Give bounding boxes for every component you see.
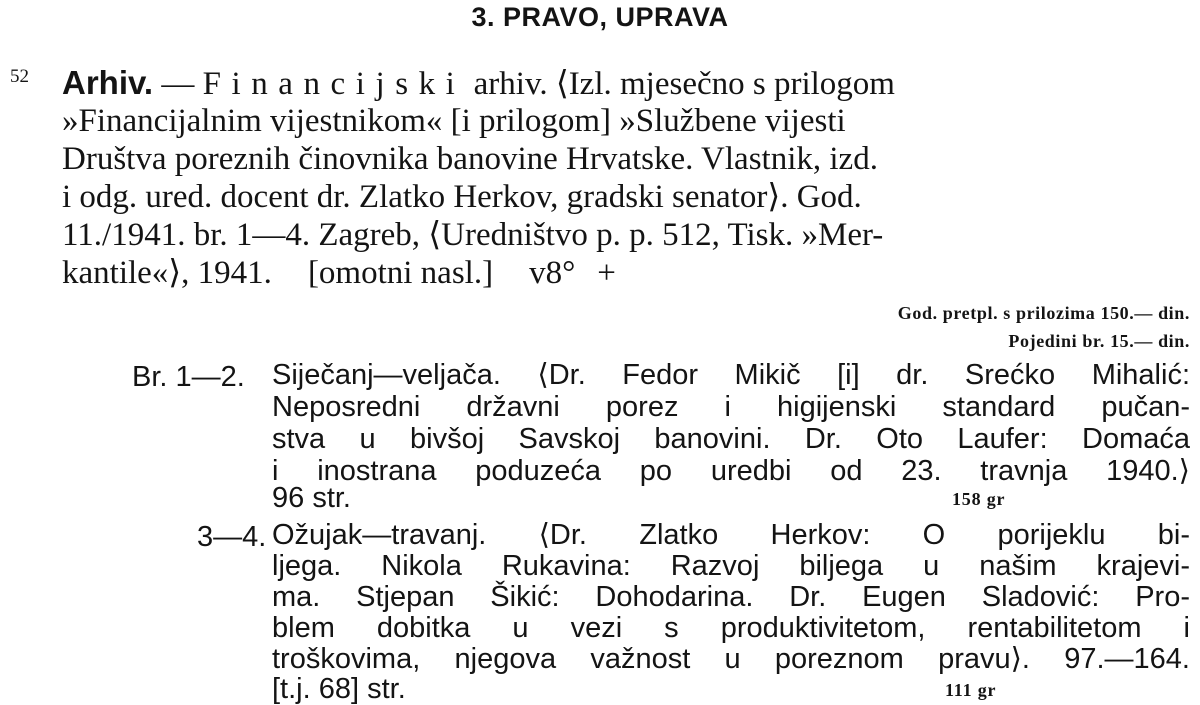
issue-pages: [t.j. 68] str. xyxy=(272,673,406,705)
issue-line: i inostrana poduzeća po uredbi od 23. travnja 1940.⟩ xyxy=(272,455,1190,487)
entry-line-6 xyxy=(62,254,616,292)
issue-weight: 111 gr xyxy=(945,680,997,700)
format-mark: v8° xyxy=(529,255,576,291)
entry-line6-text: kantile«⟩, 1941. xyxy=(62,255,272,291)
entry-line-4: i odg. ured. docent dr. Zlatko Herkov, gradski senator⟩. God. xyxy=(62,179,862,215)
entry-number: 52 xyxy=(10,66,29,87)
issue-line: ljega. Nikola Rukavina: Razvoj biljega u našim krajevi- xyxy=(272,550,1190,582)
cover-title-note: [omotni nasl.] xyxy=(307,255,494,291)
issue-label: Br. 1—2. xyxy=(132,361,245,393)
entry-lead: Arhiv. xyxy=(62,64,154,101)
entry-line-3: Društva poreznih činovnika banovine Hrvatske. Vlastnik, izd. xyxy=(62,141,878,177)
entry-dash: — xyxy=(161,66,195,102)
plus-mark: + xyxy=(597,255,616,291)
issue-label: 3—4. xyxy=(197,521,267,553)
price-single-issue: Pojedini br. 15.— din. xyxy=(1008,331,1190,351)
entry-line-5: 11./1941. br. 1—4. Zagreb, ⟨Uredništvo p. p. 512, Tisk. »Mer- xyxy=(62,217,884,253)
section-heading: 3. PRAVO, UPRAVA xyxy=(471,2,729,32)
entry-line1-rest: arhiv. ⟨Izl. mjesečno s prilogom xyxy=(473,66,895,102)
issue-line: troškovima, njegova važnost u poreznom pravu⟩. 97.—164. xyxy=(272,643,1190,675)
price-subscription: God. pretpl. s prilozima 150.— din. xyxy=(897,303,1190,323)
issue-line: ma. Stjepan Šikić: Dohodarina. Dr. Eugen Sladović: Pro- xyxy=(272,581,1190,613)
issue-line: Neposredni državni porez i higijenski standard pučan- xyxy=(272,391,1190,423)
issue-line: Siječanj—veljača. ⟨Dr. Fedor Mikič [i] dr. Srećko Mihalić: xyxy=(272,359,1190,391)
entry-line-2: »Financijalnim vijestnikom« [i prilogom] »Službene vijesti xyxy=(62,103,846,139)
issue-line: blem dobitka u vezi s produktivitetom, rentabilitetom i xyxy=(272,612,1190,644)
entry-line-1 xyxy=(62,64,895,103)
issue-line: stva u bivšoj Savskoj banovini. Dr. Oto Laufer: Domaća xyxy=(272,423,1190,455)
issue-weight: 158 gr xyxy=(952,489,1006,509)
issue-line: Ožujak—travanj. ⟨Dr. Zlatko Herkov: O porijeklu bi- xyxy=(272,519,1190,551)
entry-title: Financijski xyxy=(202,66,466,102)
issue-pages: 96 str. xyxy=(272,482,351,514)
